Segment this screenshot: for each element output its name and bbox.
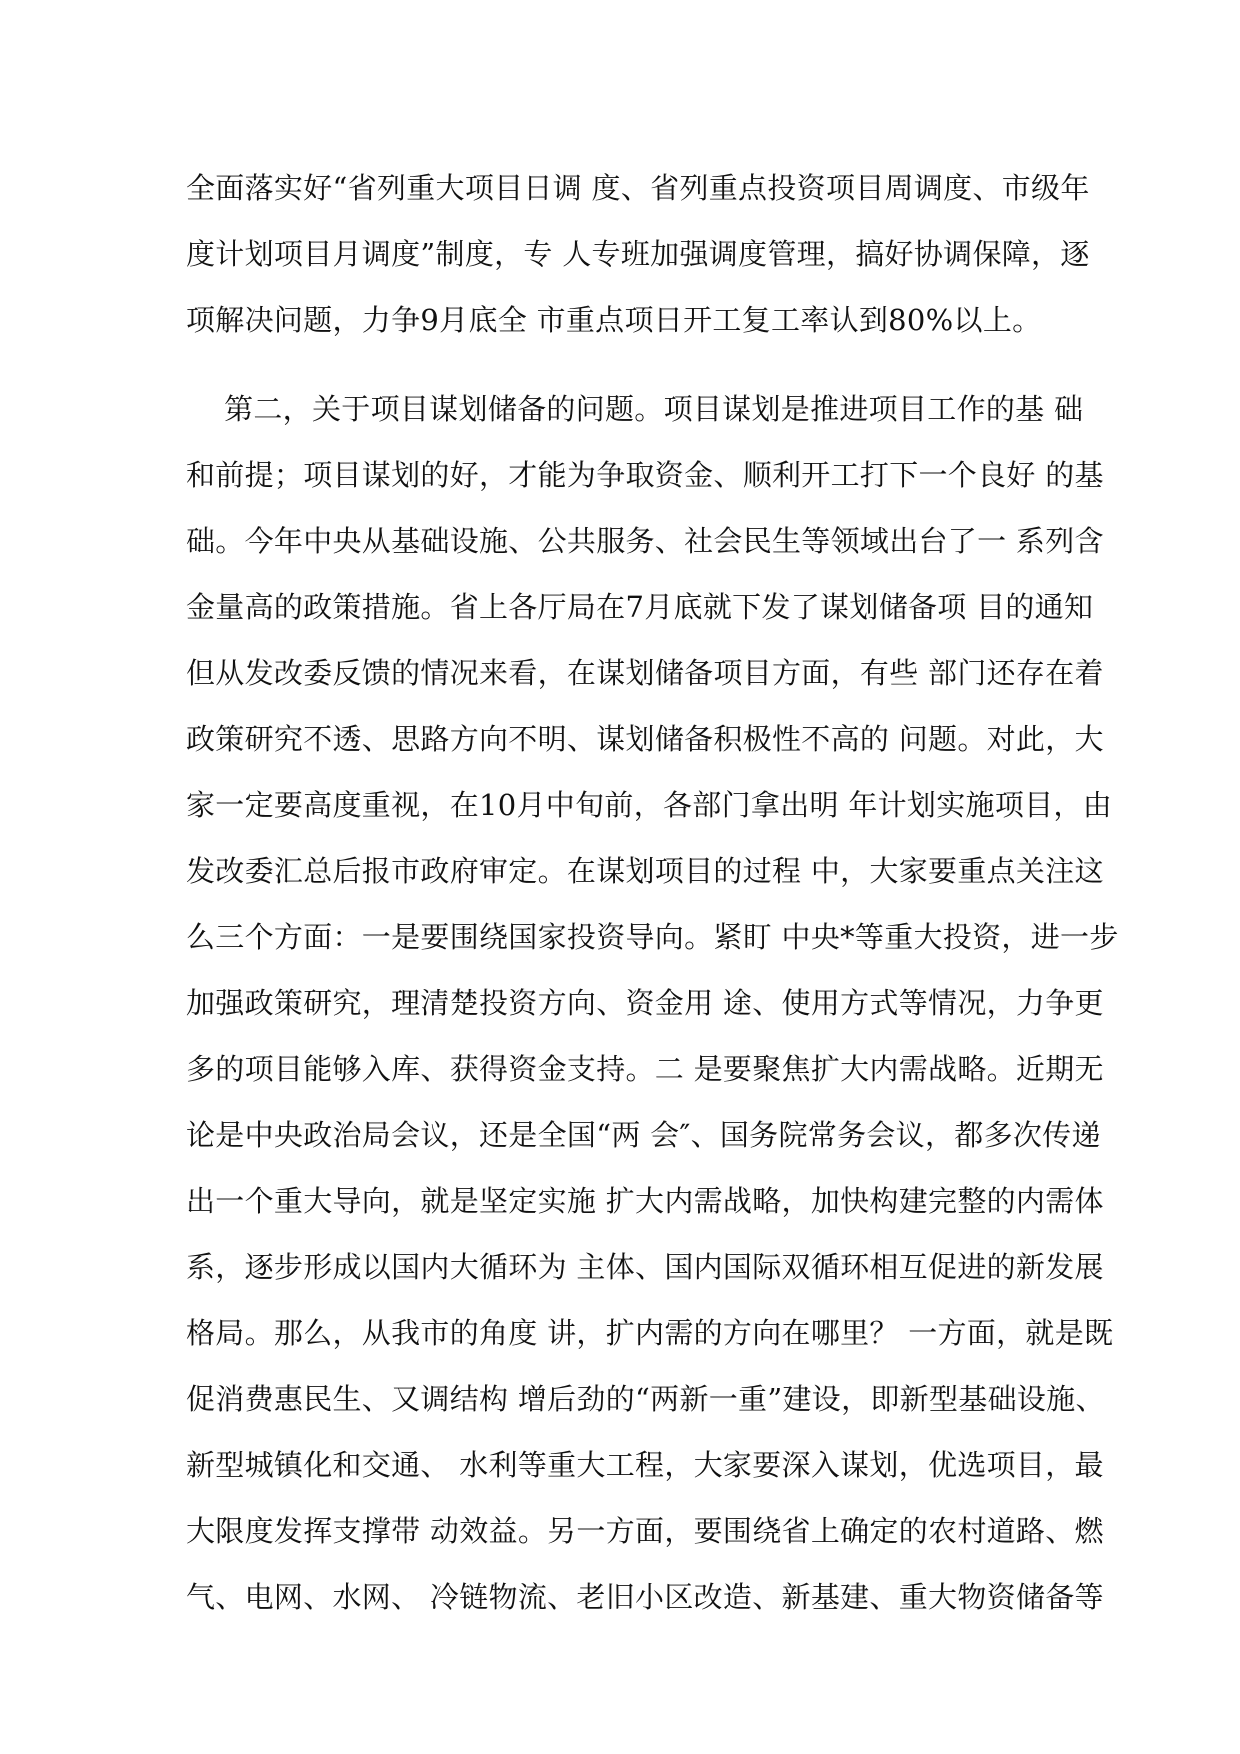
text-line: 项解决问题，力争9月底全 市重点项日开工复工率认到80%以上。 bbox=[186, 303, 1042, 337]
text-line: 金量高的政策措施。省上各厅局在7月底就下发了谋划储备项 目的通知 bbox=[186, 590, 1094, 624]
text-line: 出一个重大导向，就是坚定实施 扩大内需战略，加快构建完整的内需体 bbox=[186, 1184, 1104, 1218]
text-line: 础。今年中央从基础设施、公共服务、社会民生等领域出台了一 系列含 bbox=[186, 524, 1104, 558]
text-line: 度计划项目月调度”制度，专 人专班加强调度管理，搞好协调保障，逐 bbox=[186, 237, 1090, 271]
text-line: 发改委汇总后报市政府审定。在谋划项目的过程 中，大家要重点关注这 bbox=[186, 854, 1104, 888]
text-line: 新型城镇化和交通、 水利等重大工程，大家要深入谋划，优选项目，最 bbox=[186, 1448, 1104, 1482]
text-line: 家一定要高度重视，在10月中旬前，各部门拿出明 年计划实施项目，由 bbox=[186, 788, 1113, 822]
text-line: 但从发改委反馈的情况来看，在谋划储备项目方面，有些 部门还存在着 bbox=[186, 656, 1104, 690]
text-line: 大限度发挥支撑带 动效益。另一方面，要围绕省上确定的农村道路、燃 bbox=[186, 1514, 1104, 1548]
text-line: 么三个方面：一是要围绕国家投资导向。紧盯 中央*等重大投资，进一步 bbox=[186, 920, 1119, 954]
text-line: 第二，关于项目谋划储备的问题。项目谋划是推进项目工作的基 础 bbox=[186, 392, 1084, 426]
text-line: 论是中央政治局会议，还是全国“两 会″、国务院常务会议，都多次传递 bbox=[186, 1118, 1101, 1152]
text-line: 气、电网、水网、 冷链物流、老旧小区改造、新基建、重大物资储备等 bbox=[186, 1580, 1104, 1614]
text-line: 系，逐步形成以国内大循环为 主体、国内国际双循环相互促进的新发展 bbox=[186, 1250, 1104, 1284]
text-line: 全面落实好“省列重大项目日调 度、省列重点投资项目周调度、市级年 bbox=[186, 171, 1090, 205]
text-line: 和前提；项目谋划的好，才能为争取资金、顺利开工打下一个良好 的基 bbox=[186, 458, 1104, 492]
text-line: 加强政策研究，理清楚投资方向、资金用 途、使用方式等情况，力争更 bbox=[186, 986, 1104, 1020]
text-line: 多的项目能够入库、获得资金支持。二 是要聚焦扩大内需战略。近期无 bbox=[186, 1052, 1104, 1086]
paragraph-project-planning-reserve bbox=[186, 376, 1119, 1630]
paragraph-schedule-management bbox=[186, 155, 1090, 353]
text-line: 格局。那么，从我市的角度 讲，扩内需的方向在哪里？ 一方面，就是既 bbox=[186, 1316, 1114, 1350]
text-line: 促消费惠民生、又调结构 增后劲的“两新一重”建设，即新型基础设施、 bbox=[186, 1382, 1105, 1416]
text-line: 政策研究不透、思路方向不明、谋划储备积极性不高的 问题。对此，大 bbox=[186, 722, 1104, 756]
